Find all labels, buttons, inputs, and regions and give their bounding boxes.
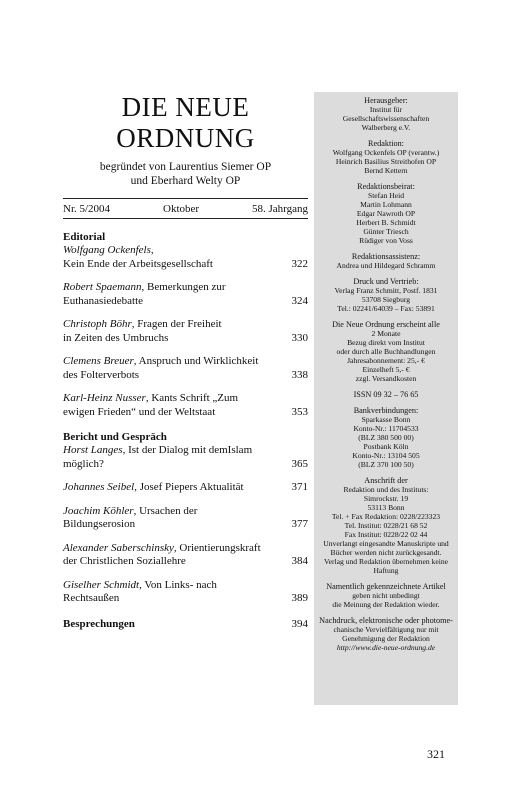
entry-author: Robert Spaemann: [63, 281, 142, 293]
entry-page: 365: [291, 457, 308, 470]
imprint-line: (BLZ 370 100 50): [358, 460, 414, 469]
imprint-line: (BLZ 380 500 00): [358, 433, 414, 442]
entry-author: Johannes Seibel: [63, 481, 135, 493]
imprint-line: Postbank Köln: [363, 442, 409, 451]
entry-title-line2: in Zeiten des Umbruchs: [63, 331, 169, 344]
entry-title-line2: des Folterverbots: [63, 368, 140, 381]
page-number: 321: [427, 747, 445, 761]
toc-entry[interactable]: [63, 542, 308, 569]
imprint-block-heading: Namentlich gekennzeichnete Artikel: [326, 582, 446, 591]
imprint-block-heading: Herausgeber:: [364, 96, 408, 105]
entry-author: Christoph Böhr: [63, 318, 132, 330]
imprint-line: Tel. Institut: 0228/21 68 52: [344, 521, 428, 530]
entry-title: , Orientierungskraft: [173, 541, 261, 554]
imprint-block: [314, 96, 458, 132]
imprint-block-heading: ISSN 09 32 – 76 65: [353, 390, 419, 399]
entry-title-line2: der Christlichen Soziallehre: [63, 555, 186, 567]
imprint-line: Rüdiger von Voss: [359, 236, 413, 245]
imprint-block-heading: Die Neue Ordnung erscheint alle: [332, 320, 440, 329]
imprint-block-heading: Nachdruck, elektronische oder photome-: [319, 616, 453, 625]
imprint-line: Tel.: 02241/64039 – Fax: 53891: [337, 304, 435, 313]
imprint-line: chanische Vervielfältigung nur mit: [333, 625, 439, 634]
imprint-block: [314, 476, 458, 575]
imprint-line: Sparkasse Bonn: [361, 415, 411, 424]
divider-bottom: [63, 218, 308, 219]
imprint-line: 53708 Siegburg: [361, 295, 411, 304]
entry-page: 377: [291, 518, 308, 530]
entry-author: Joachim Köhler: [63, 504, 134, 517]
imprint-line: Verlag Franz Schmitt, Postf. 1831: [334, 286, 438, 295]
imprint-line: Verlag und Redaktion übernehmen keine: [324, 557, 448, 566]
imprint-line: Fax Institut: 0228/22 02 44: [344, 530, 428, 539]
toc-entry[interactable]: [63, 481, 308, 495]
entry-page: 384: [291, 555, 308, 567]
imprint-line[interactable]: http://www.die-neue-ordnung.de: [336, 643, 436, 652]
issue-month: Oktober: [163, 203, 200, 215]
founded-line2: und Eberhard Welty OP: [130, 175, 241, 187]
toc-entry[interactable]: [63, 579, 308, 606]
issue-volume: 58. Jahrgang: [251, 203, 308, 215]
toc-entry[interactable]: [63, 505, 308, 532]
imprint-line: Martin Lohmann: [360, 200, 412, 209]
entry-title: ,: [150, 244, 154, 256]
imprint-line: Herbert B. Schmidt: [356, 218, 416, 227]
imprint-line: Bücher werden nicht zurückgesandt.: [330, 548, 442, 557]
entry-title: , Ist der Dialog mit demIslam: [122, 444, 253, 456]
entry-title: , Ursachen der: [133, 504, 198, 517]
imprint-line: Simrockstr. 19: [363, 494, 409, 503]
entry-page: 330: [291, 331, 308, 344]
imprint-line: Gesellschaftswissenschaften: [342, 114, 430, 123]
besprechungen-page: 394: [291, 617, 308, 630]
imprint-line: Bezug direkt vom Institut: [347, 338, 425, 347]
entry-author: Clemens Breuer: [63, 355, 134, 367]
entry-title: , Von Links- nach: [139, 578, 217, 591]
besprechungen-label: Besprechungen: [63, 617, 135, 630]
imprint-line: 2 Monate: [371, 329, 401, 338]
divider-top: [63, 198, 308, 199]
imprint-block-heading: Redaktionsassistenz:: [351, 252, 421, 261]
imprint-line: Andrea und Hildegard Schramm: [336, 261, 436, 270]
imprint-line: Jahresabonnement: 25,- €: [347, 356, 425, 365]
imprint-line: Edgar Nawroth OP: [356, 209, 416, 218]
section-heading-editorial: Editorial: [63, 231, 106, 243]
entry-page: 353: [291, 405, 308, 418]
entry-page: 338: [291, 368, 308, 381]
section-heading-bericht: Bericht und Gespräch: [63, 431, 167, 443]
founded-line1: begründet von Laurentius Siemer OP: [99, 161, 272, 173]
imprint-block: [314, 390, 458, 399]
entry-page: 371: [291, 481, 308, 493]
imprint-line: zzgl. Versandkosten: [355, 374, 417, 383]
entry-title: , Kants Schrift „Zum: [145, 392, 239, 404]
imprint-line: Bernd Kettern: [364, 166, 408, 175]
imprint-line: Genehmigung der Redaktion: [342, 634, 430, 643]
entry-page: 389: [291, 592, 308, 604]
imprint-line: Konto-Nr.: 13104 505: [352, 451, 420, 460]
founded-by: [63, 160, 308, 188]
imprint-block: [314, 139, 458, 175]
entry-title-line2: ewigen Frieden“ und der Weltstaat: [63, 405, 216, 418]
toc-entry[interactable]: [63, 281, 308, 308]
imprint-line: Günter Triesch: [363, 227, 409, 236]
imprint-line: Institut für: [369, 105, 403, 114]
imprint-block: [314, 406, 458, 469]
entry-title-line2: Rechtsaußen: [63, 592, 120, 604]
entry-title: , Anspruch und Wirklichkeit: [133, 355, 259, 367]
articles-list: [63, 281, 308, 419]
imprint-block: [314, 320, 458, 383]
entry-page: 324: [291, 294, 308, 307]
issue-number: Nr. 5/2004: [63, 203, 111, 215]
toc-entry[interactable]: [63, 444, 308, 471]
imprint-line: Wolfgang Ockenfels OP (verantw.): [332, 148, 440, 157]
entry-title-line2: möglich?: [63, 457, 104, 470]
imprint-line: 53113 Bonn: [367, 503, 405, 512]
entry-page: 322: [291, 257, 308, 270]
toc-entry[interactable]: [63, 392, 308, 419]
imprint-line: oder durch alle Buchhandlungen: [336, 347, 436, 356]
entry-title: , Bemerkungen zur: [141, 281, 226, 293]
bericht-list: [63, 444, 308, 606]
imprint-block: [314, 252, 458, 270]
entry-author: Giselher Schmidt: [63, 578, 140, 591]
imprint-block: [314, 616, 458, 652]
imprint-line: Tel. + Fax Redaktion: 0228/223323: [331, 512, 441, 521]
imprint-block: [314, 182, 458, 245]
entry-author: Wolfgang Ockenfels: [63, 244, 151, 256]
issue-line: [63, 203, 308, 215]
imprint-line: Einzelheft 5,- €: [362, 365, 410, 374]
imprint-block-heading: Redaktion:: [368, 139, 404, 148]
entry-author: Karl-Heinz Nusser: [63, 392, 146, 404]
imprint-line: Konto-Nr.: 11704533: [353, 424, 419, 433]
journal-title-line2: ORDNUNG: [116, 123, 255, 153]
entry-title: , Fragen der Freiheit: [131, 318, 222, 330]
imprint-line: Stefan Heid: [367, 191, 405, 200]
entry-author: Horst Langes: [63, 444, 123, 456]
imprint-block-heading: Bankverbindungen:: [353, 406, 419, 415]
imprint-block-heading: Druck und Vertrieb:: [353, 277, 419, 286]
imprint-line: Unverlangt eingesandte Manuskripte und: [323, 539, 449, 548]
imprint-block-heading: Redaktionsbeirat:: [357, 182, 415, 191]
toc-entry[interactable]: [63, 355, 308, 382]
entry-title-line2: Bildungserosion: [63, 518, 136, 530]
toc-entry-besprechungen[interactable]: [63, 618, 308, 630]
imprint-block: [314, 582, 458, 609]
imprint-line: Haftung: [373, 566, 399, 575]
table-of-contents-column: [63, 92, 308, 630]
toc-entry[interactable]: [63, 318, 308, 345]
entry-author: Alexander Saberschinsky: [63, 541, 174, 554]
imprint-line: Redaktion und des Instituts:: [343, 485, 429, 494]
imprint-line: Walberberg e.V.: [361, 123, 411, 132]
imprint-line: geben nicht unbedingt: [352, 591, 420, 600]
imprint-block: [314, 277, 458, 313]
imprint-line: Heinrich Basilius Streithofen OP: [335, 157, 437, 166]
imprint-block-heading: Anschrift der: [364, 476, 408, 485]
toc-entry[interactable]: [63, 244, 308, 271]
journal-title-line1: DIE NEUE: [121, 92, 250, 122]
imprint-line: die Meinung der Redaktion wieder.: [332, 600, 440, 609]
entry-title: , Josef Piepers Aktualität: [134, 481, 244, 493]
imprint-sidebar: [314, 92, 458, 705]
entry-title-line2: Euthanasiedebatte: [63, 294, 144, 307]
entry-title-line2: Kein Ende der Arbeitsgesellschaft: [63, 257, 213, 270]
